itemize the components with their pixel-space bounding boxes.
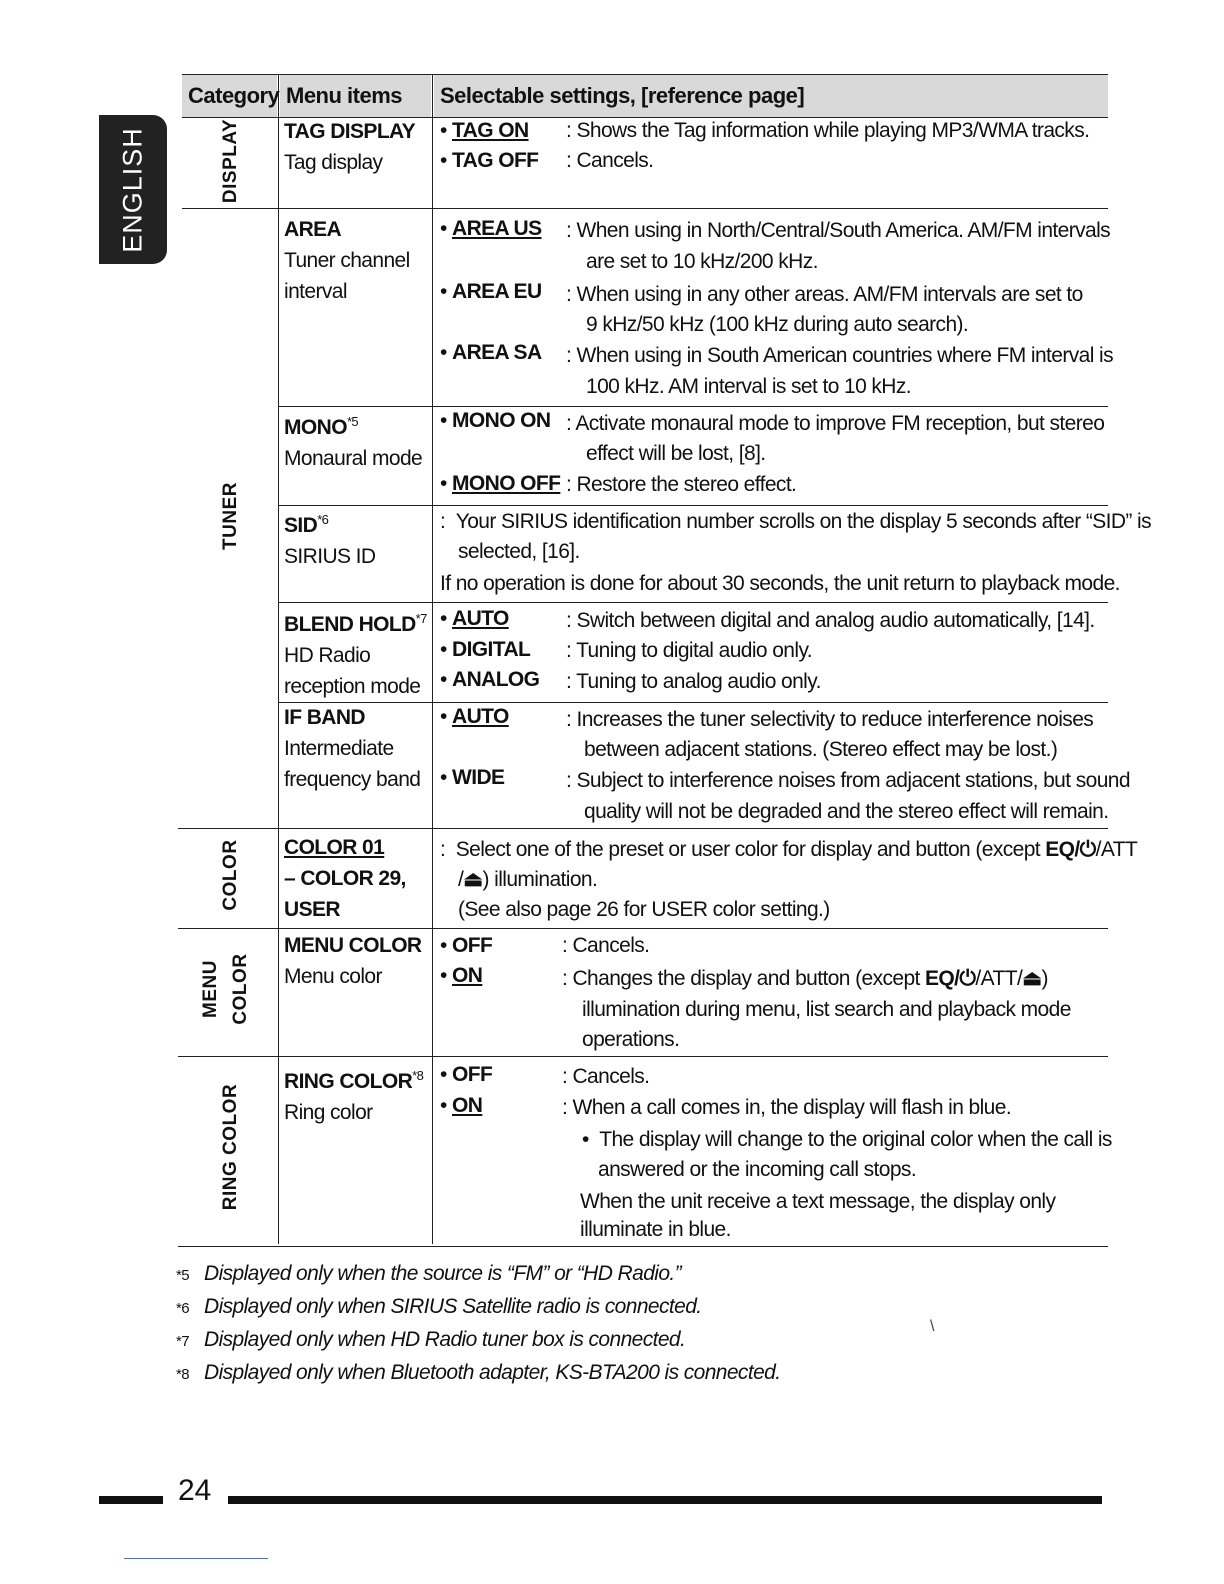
footnote-ref: *8 [412, 1068, 424, 1083]
option-text: Tuning to analog audio only. [576, 670, 821, 693]
option-text: Cancels. [572, 1065, 650, 1088]
option-label: AREA US [452, 217, 542, 240]
option-label: AUTO [452, 607, 509, 630]
sep-color [178, 928, 1108, 929]
footnote-ref: *5 [346, 414, 359, 429]
option-desc: : Switch between digital and analog audio automatically, [14]. [566, 609, 1095, 632]
footnote [176, 1291, 780, 1324]
option-text: Activate monaural mode to improve FM reception, but stereo [575, 412, 1105, 435]
option-label: AUTO [452, 705, 509, 728]
option-desc: : When a call comes in, the display will flash in blue. [562, 1096, 1012, 1119]
footnote-ref: *7 [415, 611, 427, 626]
option-mono-on: • MONO ON [440, 409, 551, 432]
option-desc: : Increases the tuner selectivity to reduce interference noises [566, 708, 1094, 731]
option-label: OFF [452, 934, 493, 957]
option-label: ANALOG [452, 668, 540, 691]
category-menu: MENU [200, 960, 221, 1018]
menu-title: TAG DISPLAY [284, 120, 416, 143]
eq-label: EQ/ [925, 967, 960, 990]
option-desc: : Changes the display and button (except EQ/⏻/ATT/⏏) [562, 967, 1048, 990]
option-text: Cancels. [572, 934, 650, 957]
paren: ) [1041, 967, 1048, 990]
option-desc: : Cancels. [566, 149, 654, 172]
option-text: Cancels. [576, 149, 654, 172]
menu-tag-display [284, 116, 415, 178]
option-desc-cont: are set to 10 kHz/200 kHz. [586, 250, 818, 273]
menu-desc: Menu color [284, 965, 382, 988]
option-wide: • WIDE [440, 766, 505, 789]
option-desc-cont: 100 kHz. AM interval is set to 10 kHz. [586, 375, 912, 398]
stray-mark: \ [930, 1318, 934, 1335]
ring-text-3: When the unit receive a text message, the display only [580, 1190, 1056, 1213]
option-text: Shows the Tag information while playing MP3/WMA tracks. [576, 119, 1090, 142]
color-text-2 [458, 867, 597, 892]
option-desc-cont: effect will be lost, [8]. [586, 442, 766, 465]
menu-desc: frequency band [284, 768, 421, 791]
option-text: When using in any other areas. AM/FM intervals are set to [576, 283, 1083, 306]
option-text: Tuning to digital audio only. [576, 639, 813, 662]
option-auto: • AUTO [440, 705, 509, 728]
color-text-1: : Select one of the preset or user color for display and button (except EQ/⏻/ATT [440, 838, 1138, 861]
color-text-3: (See also page 26 for USER color setting.) [458, 898, 830, 921]
footnote [176, 1324, 780, 1357]
footnotes [176, 1258, 780, 1390]
option-off: • OFF [440, 1063, 493, 1086]
menu-desc: Monaural mode [284, 447, 423, 470]
sep-menu-color [178, 1056, 1108, 1057]
sep-mono [278, 505, 1108, 506]
category-menu-color: COLOR [230, 953, 251, 1025]
option-on: • ON [440, 964, 483, 987]
menu-blend-hold [284, 603, 427, 702]
menu-mono [284, 406, 422, 474]
menu-title: BLEND HOLD [284, 613, 416, 636]
sub-bullet: • The display will change to the original color when the call is [582, 1128, 1112, 1151]
option-tag-on: • TAG ON [440, 119, 529, 142]
table-bottom-line [178, 1246, 1108, 1247]
footnote-ref: *6 [317, 512, 329, 527]
language-tab [99, 115, 167, 264]
page-bar-right [228, 1496, 1102, 1504]
ring-text-4: illuminate in blue. [580, 1218, 731, 1241]
option-desc: : When using in South American countries where FM interval is [566, 344, 1114, 367]
option-on: • ON [440, 1094, 483, 1117]
option-mono-off: • MONO OFF [440, 472, 561, 495]
option-desc: : When using in any other areas. AM/FM intervals are set to [566, 283, 1083, 306]
language-tab-label: ENGLISH [117, 126, 148, 253]
option-desc: : Tuning to digital audio only. [566, 639, 813, 662]
option-area-eu: • AREA EU [440, 280, 542, 303]
menu-title-row [284, 504, 375, 541]
option-desc: : Cancels. [562, 1065, 650, 1088]
option-desc-cont: operations. [582, 1028, 680, 1051]
menu-title: MENU COLOR [284, 934, 422, 957]
sid-text-2: selected, [16]. [458, 540, 580, 563]
menu-desc: Tag display [284, 151, 383, 174]
option-label: MONO ON [452, 409, 551, 432]
color-text: ) illumination. [482, 868, 598, 891]
option-desc-cont: quality will not be degraded and the stereo effect will remain. [584, 800, 1109, 823]
color-text: Select one of the preset or user color for display and button (except [455, 838, 1046, 861]
option-desc-cont: 9 kHz/50 kHz (100 kHz during auto search). [586, 313, 969, 336]
option-desc: : Cancels. [562, 934, 650, 957]
footnote-text: Displayed only when the source is “FM” or “HD Radio.” [204, 1262, 682, 1285]
eq-label: EQ/ [1045, 838, 1080, 861]
footnote-mark: *5 [176, 1267, 189, 1284]
option-text: Subject to interference noises from adjacent stations, but sound [576, 769, 1130, 792]
footnote [176, 1357, 780, 1390]
footnote-mark: *7 [176, 1333, 189, 1350]
power-icon: ⏻ [1079, 838, 1096, 861]
option-label: AREA SA [452, 341, 542, 364]
menu-ring-color [284, 1060, 423, 1128]
option-desc: : When using in North/Central/South America. AM/FM intervals [566, 219, 1111, 242]
footnote-text: Displayed only when Bluetooth adapter, KS-BTA200 is connected. [204, 1361, 781, 1384]
header-settings: Selectable settings, [reference page] [434, 75, 1108, 117]
option-label: TAG ON [452, 119, 529, 142]
option-off: • OFF [440, 934, 493, 957]
footnote-text: Displayed only when HD Radio tuner box is connected. [204, 1328, 686, 1351]
menu-desc: Intermediate [284, 737, 394, 760]
menu-sid [284, 504, 375, 572]
sep-display [182, 208, 1108, 209]
col-divider-2 [432, 74, 433, 1244]
menu-title: AREA [284, 218, 342, 241]
option-label: ON [452, 964, 483, 987]
footnote-mark: *8 [176, 1366, 189, 1383]
menu-desc: interval [284, 280, 347, 303]
category-ring-color: RING COLOR [220, 1083, 241, 1211]
option-desc-cont: between adjacent stations. (Stereo effect may be lost.) [584, 738, 1058, 761]
att-label: /ATT [1095, 838, 1138, 861]
option-desc: : Subject to interference noises from adjacent stations, but sound [566, 769, 1130, 792]
option-desc: : Restore the stereo effect. [566, 473, 797, 496]
eject-icon: ⏏ [1022, 967, 1042, 990]
header-category: Category [182, 75, 277, 117]
page-bar-left [99, 1496, 163, 1504]
menu-color [284, 832, 406, 925]
menu-title-row [284, 603, 427, 640]
option-desc: : Shows the Tag information while playing MP3/WMA tracks. [566, 119, 1090, 142]
menu-title: SID [284, 514, 318, 537]
page-number: 24 [178, 1474, 212, 1507]
att-label: /ATT/ [975, 967, 1023, 990]
option-text: Restore the stereo effect. [576, 473, 797, 496]
option-analog: • ANALOG [440, 668, 540, 691]
option-text: Increases the tuner selectivity to reduce interference noises [576, 708, 1094, 731]
menu-title: RING COLOR [284, 1070, 413, 1093]
option-desc: : Activate monaural mode to improve FM reception, but stereo [566, 412, 1105, 435]
category-color: COLOR [220, 839, 241, 911]
menu-title: MONO [284, 416, 347, 439]
power-icon: ⏻ [959, 967, 976, 990]
menu-desc: HD Radio [284, 644, 371, 667]
menu-if-band [284, 702, 420, 795]
sid-text-1: : Your SIRIUS identification number scrolls on the display 5 seconds after “SID” is [440, 510, 1152, 533]
menu-title: COLOR 01 [284, 836, 385, 859]
option-label: ON [452, 1094, 483, 1117]
option-text: When using in North/Central/South America. AM/FM intervals [576, 219, 1111, 242]
sid-text-3: If no operation is done for about 30 seconds, the unit return to playback mode. [440, 572, 1120, 595]
menu-menu-color [284, 930, 422, 992]
option-text: Switch between digital and analog audio automatically, [14]. [576, 609, 1095, 632]
option-area-us: • AREA US [440, 217, 542, 240]
option-tag-off: • TAG OFF [440, 149, 539, 172]
eject-icon: ⏏ [463, 868, 483, 891]
option-label: OFF [452, 1063, 493, 1086]
menu-desc: Ring color [284, 1101, 373, 1124]
menu-title-row [284, 406, 422, 443]
category-display: DISPLAY [220, 118, 241, 204]
menu-desc: reception mode [284, 675, 421, 698]
header-top-line [182, 74, 1108, 75]
col-divider-1 [278, 74, 279, 1244]
menu-desc: Tuner channel [284, 249, 410, 272]
sid-text: Your SIRIUS identification number scrolls on the display 5 seconds after “SID” is [455, 510, 1152, 533]
option-label: MONO OFF [452, 472, 561, 495]
option-text: Changes the display and button (except [572, 967, 926, 990]
sub-bullet-cont: answered or the incoming call stops. [598, 1158, 917, 1181]
slash: / [458, 868, 464, 891]
option-auto: • AUTO [440, 607, 509, 630]
option-label: AREA EU [452, 280, 542, 303]
sub-text: The display will change to the original color when the call is [599, 1128, 1112, 1151]
option-label: WIDE [452, 766, 505, 789]
option-label: TAG OFF [452, 149, 539, 172]
option-label: DIGITAL [452, 638, 531, 661]
footnote-mark: *6 [176, 1300, 189, 1317]
option-area-sa: • AREA SA [440, 341, 542, 364]
header-menu-items: Menu items [280, 75, 431, 117]
menu-desc: SIRIUS ID [284, 545, 376, 568]
category-tuner: TUNER [220, 482, 241, 550]
option-digital: • DIGITAL [440, 638, 531, 661]
option-text: When using in South American countries where FM interval is [576, 344, 1114, 367]
menu-title: – COLOR 29, [284, 867, 406, 890]
footnote [176, 1258, 780, 1291]
menu-title: IF BAND [284, 706, 365, 729]
menu-title: USER [284, 898, 340, 921]
sep-tuner [178, 828, 1108, 829]
option-text: When a call comes in, the display will flash in blue. [572, 1096, 1012, 1119]
option-desc: : Tuning to analog audio only. [566, 670, 821, 693]
option-desc-cont: illumination during menu, list search and playback mode [582, 998, 1071, 1021]
menu-title-row [284, 1060, 423, 1097]
bottom-rule [124, 1558, 268, 1559]
menu-area [284, 214, 410, 307]
footnote-text: Displayed only when SIRIUS Satellite radio is connected. [204, 1295, 702, 1318]
